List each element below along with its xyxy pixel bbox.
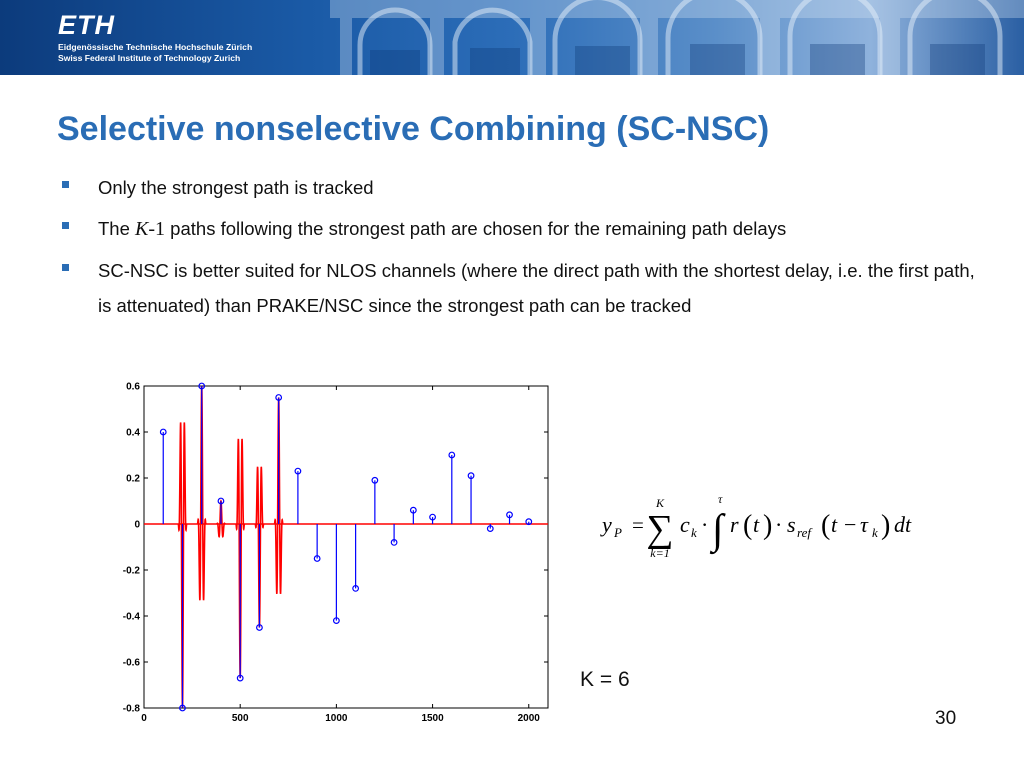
y-tick-label: 0.6 xyxy=(126,381,140,393)
formula-c-subscript: k xyxy=(691,525,697,540)
paren-close-2: ) xyxy=(881,510,891,541)
sum-sign: ∑ xyxy=(646,508,674,550)
formula-c: c xyxy=(680,512,690,537)
bullet-text: SC-NSC is better suited for NLOS channels (where the direct path with the shortest delay, i.e. the first path, is attenuated) than PRAKE/NSC since the strongest path can be tracked xyxy=(98,260,975,316)
integral-sign: ∫ xyxy=(712,507,724,553)
y-tick-label: -0.4 xyxy=(122,611,140,623)
y-tick-label: -0.2 xyxy=(122,565,140,577)
y-tick-label: 0.4 xyxy=(126,427,140,439)
math-variable-k: K xyxy=(135,218,149,240)
formula-r: r xyxy=(730,512,739,537)
y-tick-label: 0 xyxy=(134,519,140,531)
formula-t-1: t xyxy=(753,512,760,537)
formula-s-subscript: ref xyxy=(797,525,811,540)
x-tick-label: 500 xyxy=(231,713,249,721)
formula-minus: − xyxy=(844,512,857,537)
bullet-item xyxy=(60,253,980,323)
formula-y: y xyxy=(602,512,612,537)
formula-equals: = xyxy=(632,513,644,537)
stem-chart xyxy=(110,376,560,721)
page-number: 30 xyxy=(935,708,957,729)
y-tick-labels xyxy=(123,382,141,715)
paren-close-1: ) xyxy=(763,510,773,541)
institution-name-de: Eidgenössische Technische Hochschule Zürich xyxy=(58,42,253,52)
eth-logo: ETH xyxy=(58,10,115,40)
y-tick-label: 0.2 xyxy=(126,473,140,485)
x-tick-label: 1500 xyxy=(421,713,444,721)
building-arches-image xyxy=(0,0,1024,75)
integral-upper-limit: τ xyxy=(718,495,723,506)
x-tick-labels xyxy=(141,713,540,721)
bullet-text-suffix: paths following the strongest path are chosen for the remaining path delays xyxy=(165,218,787,239)
sum-upper-limit: K xyxy=(655,496,665,510)
bullet-square-icon xyxy=(62,181,69,188)
bullet-item xyxy=(60,211,980,247)
formula-dot-1: · xyxy=(701,512,709,537)
formula-t-2: t xyxy=(831,512,838,537)
bullet-item xyxy=(60,170,980,205)
sum-lower-limit: k=1 xyxy=(650,546,670,560)
x-tick-label: 2000 xyxy=(517,713,540,721)
bullet-square-icon xyxy=(62,264,69,271)
formula-dt: dt xyxy=(894,512,912,537)
bullet-square-icon xyxy=(62,222,69,229)
header-banner xyxy=(0,0,1024,75)
formula-dot-2: · xyxy=(775,512,783,537)
k-value-label: K = 6 xyxy=(580,668,630,691)
formula-s: s xyxy=(787,512,796,537)
institution-name-en: Swiss Federal Institute of Technology Zurich xyxy=(58,53,241,63)
slide-title: Selective nonselective Combining (SC-NSC) xyxy=(57,110,770,148)
combining-formula xyxy=(600,495,930,565)
y-tick-label: -0.6 xyxy=(122,657,140,669)
paren-open-2: ( xyxy=(821,510,831,541)
bullet-list xyxy=(60,170,980,329)
y-tick-label: -0.8 xyxy=(122,703,140,715)
bullet-text-prefix: The xyxy=(98,218,136,239)
paren-open-1: ( xyxy=(743,510,753,541)
formula-tau-subscript: k xyxy=(872,525,878,540)
bullet-text: Only the strongest path is tracked xyxy=(98,177,374,198)
math-minus-one: -1 xyxy=(148,218,166,240)
x-tick-label: 0 xyxy=(141,713,147,721)
formula-y-subscript: P xyxy=(614,525,622,540)
formula-tau: τ xyxy=(860,512,868,537)
x-tick-label: 1000 xyxy=(325,713,348,721)
